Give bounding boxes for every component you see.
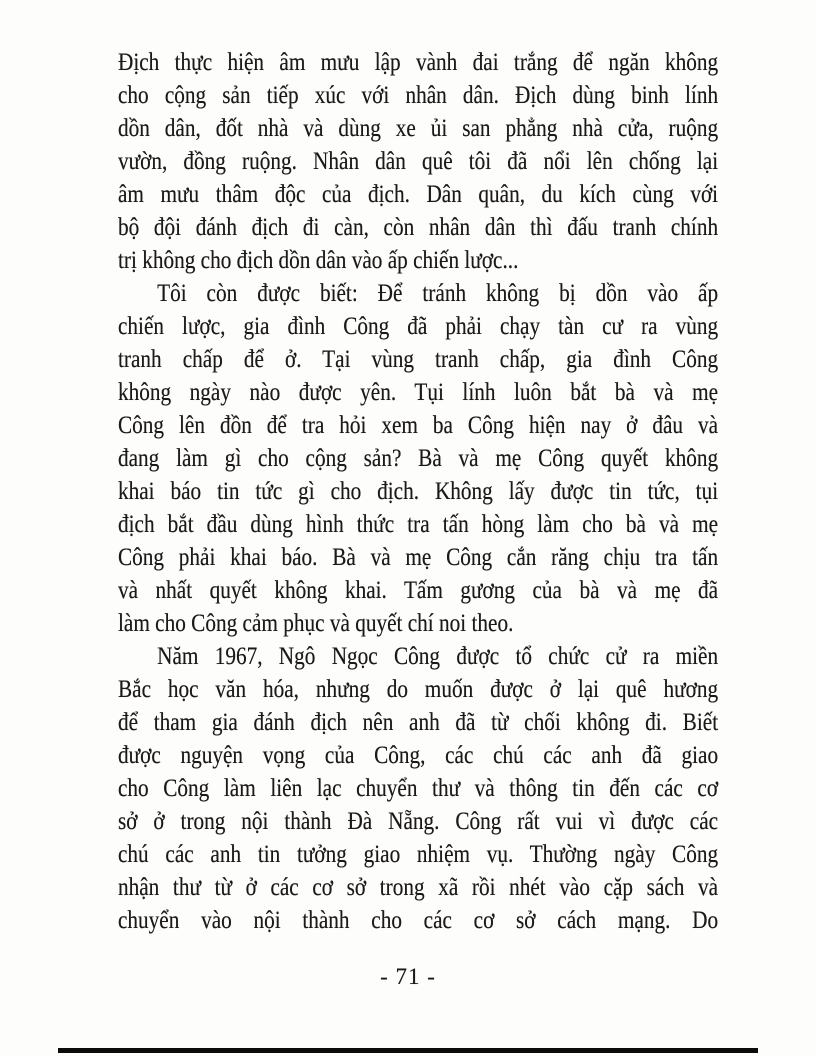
text-line: không ngày nào được yên. Tụi lính luôn bắt bà và mẹ [118, 379, 719, 406]
text-line: vườn, đồng ruộng. Nhân dân quê tôi đã nổi lên chống lại [118, 148, 719, 175]
text-line: khai báo tin tức gì cho địch. Không lấy được tin tức, tụi [118, 478, 719, 505]
text-line: nhận thư từ ở các cơ sở trong xã rồi nhét vào cặp sách và [118, 874, 719, 901]
page-number: - 71 - [380, 964, 436, 989]
text-line: chú các anh tin tưởng giao nhiệm vụ. Thường ngày Công [118, 841, 719, 868]
text-line: chiến lược, gia đình Công đã phải chạy tàn cư ra vùng [118, 313, 719, 340]
text-line: Năm 1967, Ngô Ngọc Công được tổ chức cử ra miền [157, 643, 719, 670]
text-line: cho cộng sản tiếp xúc với nhân dân. Địch dùng binh lính [118, 82, 719, 109]
text-line: sở ở trong nội thành Đà Nẵng. Công rất vui vì được các [118, 808, 719, 835]
text-line: Công phải khai báo. Bà và mẹ Công cắn răng chịu tra tấn [118, 544, 719, 571]
text-line: làm cho Công cảm phục và quyết chí noi theo. [118, 610, 514, 637]
text-line: trị không cho địch dồn dân vào ấp chiến lược... [118, 247, 519, 274]
text-line: bộ đội đánh địch đi càn, còn nhân dân thì đấu tranh chính [118, 214, 719, 241]
text-line: cho Công làm liên lạc chuyển thư và thông tin đến các cơ [118, 775, 719, 802]
text-line: được nguyện vọng của Công, các chú các anh đã giao [118, 742, 719, 769]
text-line: và nhất quyết không khai. Tấm gương của bà và mẹ đã [118, 577, 719, 604]
text-line: Tôi còn được biết: Để tránh không bị dồn vào ấp [157, 280, 719, 307]
body-text [118, 46, 718, 937]
text-line: tranh chấp để ở. Tại vùng tranh chấp, gia đình Công [118, 346, 719, 373]
text-line: đang làm gì cho cộng sản? Bà và mẹ Công quyết không [118, 445, 719, 472]
text-line: âm mưu thâm độc của địch. Dân quân, du kích cùng với [118, 181, 719, 208]
text-line: dồn dân, đốt nhà và dùng xe ủi san phẳng nhà cửa, ruộng [118, 115, 719, 142]
text-line: Công lên đồn để tra hỏi xem ba Công hiện nay ở đâu và [118, 412, 719, 439]
footer-rule [58, 1048, 758, 1053]
text-line: để tham gia đánh địch nên anh đã từ chối không đi. Biết [118, 709, 719, 736]
text-line: địch bắt đầu dùng hình thức tra tấn hòng làm cho bà và mẹ [118, 511, 719, 538]
text-line: Bắc học văn hóa, nhưng do muốn được ở lại quê hương [118, 676, 719, 703]
text-line: Địch thực hiện âm mưu lập vành đai trắng để ngăn không [118, 49, 719, 76]
text-line: chuyển vào nội thành cho các cơ sở cách mạng. Do [118, 907, 719, 934]
